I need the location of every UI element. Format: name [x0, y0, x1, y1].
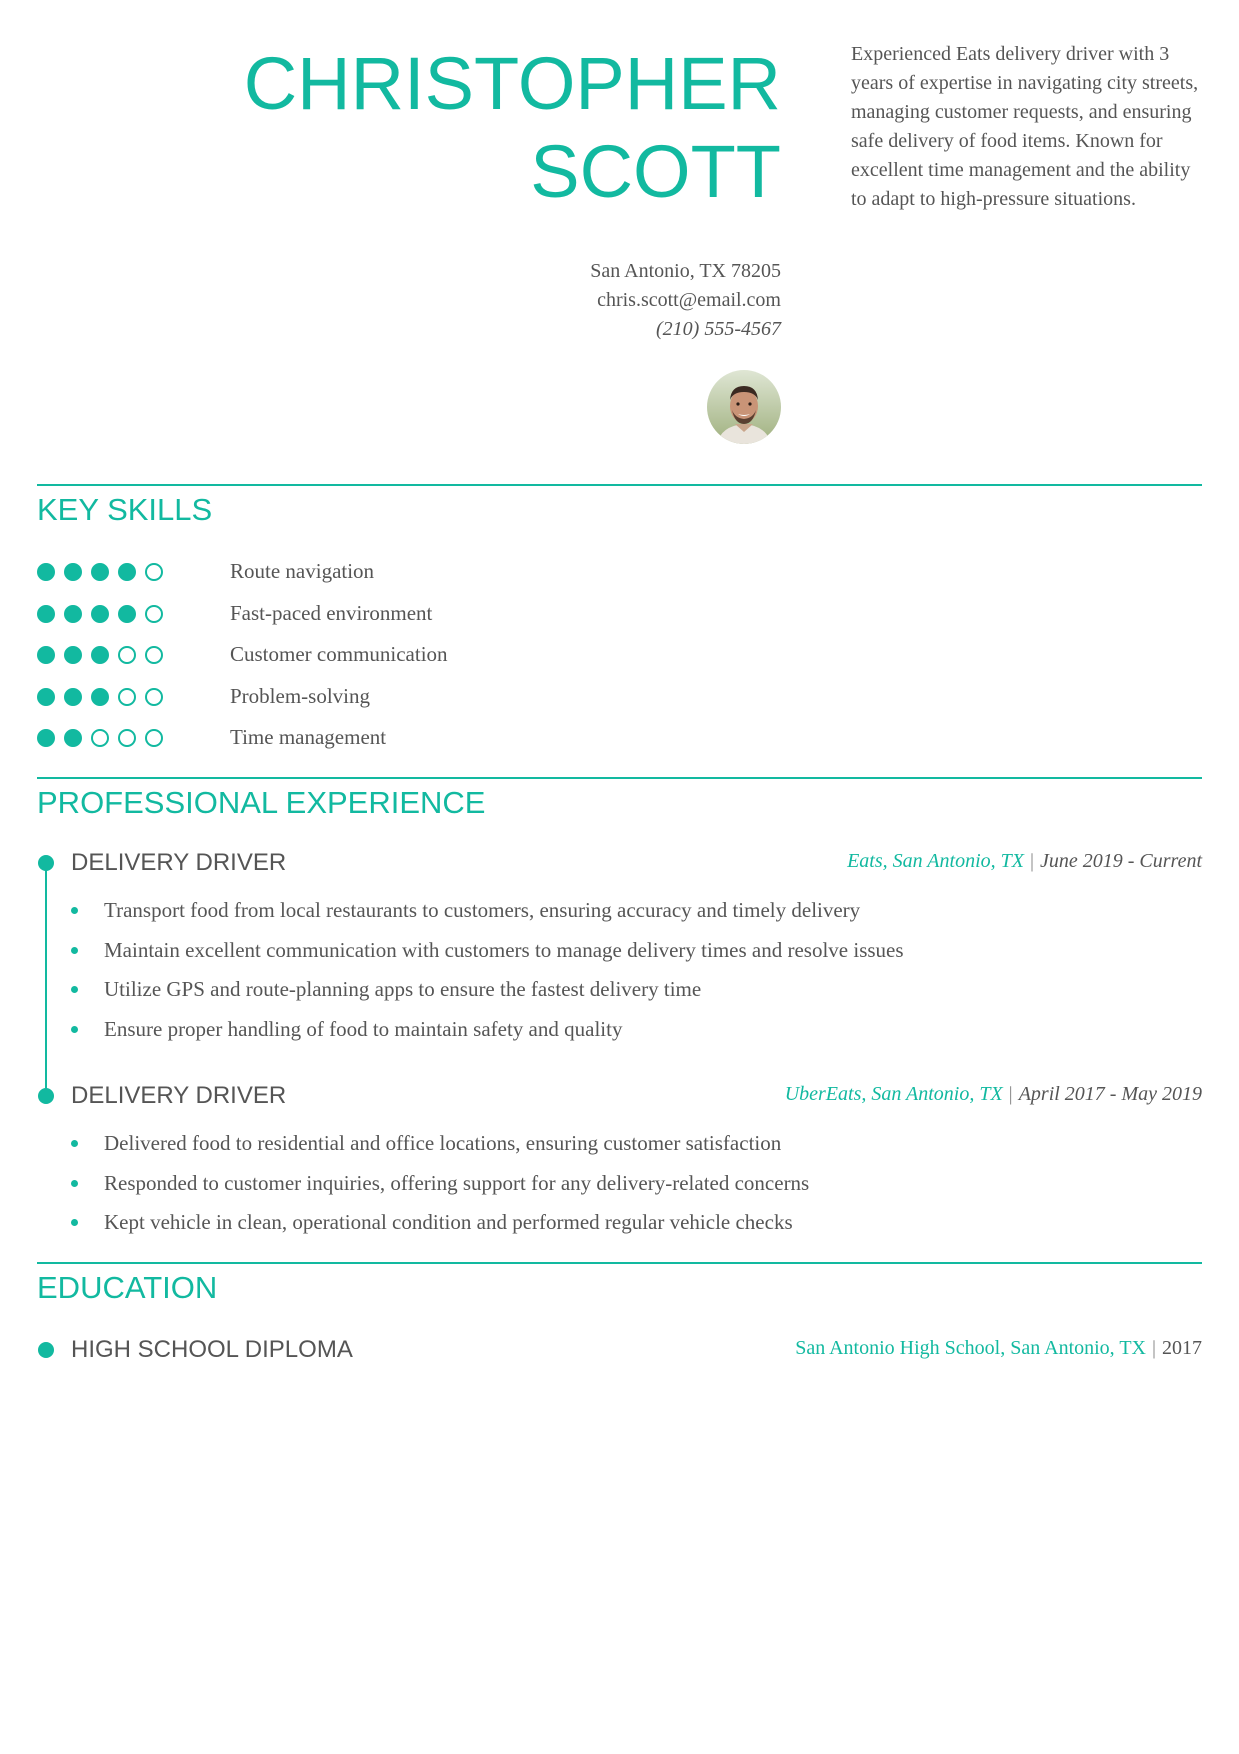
contact-phone[interactable]: (210) 555-4567 — [656, 318, 781, 340]
section-divider — [37, 484, 1202, 486]
rating-dot-filled — [64, 688, 82, 706]
education-meta — [795, 1337, 1202, 1360]
contact-email[interactable]: chris.scott@email.com — [597, 289, 781, 311]
section-title-education: EDUCATION — [37, 1270, 218, 1305]
job-company: Eats, San Antonio, TX — [847, 850, 1024, 872]
rating-dot-filled — [37, 563, 55, 581]
list-item: Transport food from local restaurants to customers, ensuring accuracy and timely delivery — [71, 897, 904, 937]
skill-row — [37, 599, 637, 629]
education-dot — [38, 1342, 54, 1358]
rating-dot-filled — [37, 688, 55, 706]
list-item: Maintain excellent communication with customers to manage delivery times and resolve issues — [71, 937, 904, 977]
skill-rating — [37, 563, 172, 581]
skill-label: Time management — [230, 725, 387, 749]
skill-row — [37, 640, 637, 670]
rating-dot-filled — [37, 605, 55, 623]
section-title-experience: PROFESSIONAL EXPERIENCE — [37, 785, 486, 820]
timeline-line — [45, 866, 47, 1098]
rating-dot-filled — [37, 646, 55, 664]
list-item: Ensure proper handling of food to maintain safety and quality — [71, 1016, 904, 1056]
job-company: UberEats, San Antonio, TX — [784, 1083, 1003, 1105]
rating-dot-filled — [118, 563, 136, 581]
skill-rating — [37, 688, 172, 706]
section-divider — [37, 1262, 1202, 1264]
timeline-dot — [38, 1088, 54, 1104]
rating-dot-empty — [91, 729, 109, 747]
avatar-photo — [707, 370, 781, 444]
rating-dot-empty — [145, 563, 163, 581]
skill-rating — [37, 605, 172, 623]
rating-dot-filled — [91, 605, 109, 623]
skill-rating — [37, 729, 172, 747]
education-degree: HIGH SCHOOL DIPLOMA — [71, 1336, 353, 1363]
rating-dot-filled — [64, 729, 82, 747]
rating-dot-filled — [118, 605, 136, 623]
rating-dot-empty — [118, 688, 136, 706]
list-item: Kept vehicle in clean, operational condition and performed regular vehicle checks — [71, 1209, 809, 1249]
skill-label: Customer communication — [230, 642, 448, 666]
name-first: CHRISTOPHER — [243, 42, 781, 125]
profile-summary: Experienced Eats delivery driver with 3 years of expertise in navigating city streets, managing customer requests, and ensuring safe delivery of food items. Known for excellent time management and the ability to adapt to high-pressure situations. — [851, 43, 1199, 210]
rating-dot-empty — [145, 605, 163, 623]
job-title: DELIVERY DRIVER — [71, 849, 287, 876]
rating-dot-filled — [91, 688, 109, 706]
job-bullets — [71, 1130, 809, 1249]
job-title: DELIVERY DRIVER — [71, 1082, 287, 1109]
rating-dot-empty — [118, 729, 136, 747]
job-meta — [847, 850, 1202, 873]
rating-dot-filled — [91, 563, 109, 581]
job-bullets — [71, 897, 904, 1055]
skill-row — [37, 682, 637, 712]
skill-label: Problem-solving — [230, 683, 370, 708]
meta-separator: | — [1029, 850, 1034, 872]
rating-dot-filled — [64, 563, 82, 581]
meta-separator: | — [1008, 1083, 1013, 1105]
job-dates: April 2017 - May 2019 — [1018, 1083, 1202, 1105]
section-title-skills: KEY SKILLS — [37, 492, 213, 527]
education-year: 2017 — [1162, 1337, 1202, 1359]
skill-label: Fast-paced environment — [230, 600, 433, 625]
rating-dot-empty — [145, 729, 163, 747]
section-divider — [37, 777, 1202, 779]
rating-dot-empty — [145, 646, 163, 664]
skill-rating — [37, 646, 172, 664]
avatar — [707, 370, 781, 444]
job-meta — [785, 1083, 1202, 1106]
rating-dot-filled — [91, 646, 109, 664]
rating-dot-filled — [64, 646, 82, 664]
contact-address: San Antonio, TX 78205 — [590, 260, 781, 282]
rating-dot-filled — [37, 729, 55, 747]
list-item: Responded to customer inquiries, offering support for any delivery-related concerns — [71, 1170, 809, 1210]
skill-row — [37, 557, 637, 587]
skill-label: Route navigation — [230, 559, 375, 583]
education-school: San Antonio High School, San Antonio, TX — [795, 1337, 1146, 1359]
job-dates: June 2019 - Current — [1039, 850, 1202, 872]
list-item: Delivered food to residential and office locations, ensuring customer satisfaction — [71, 1130, 809, 1170]
rating-dot-empty — [118, 646, 136, 664]
skill-row — [37, 723, 637, 753]
rating-dot-filled — [64, 605, 82, 623]
meta-separator: | — [1151, 1337, 1156, 1359]
name-last: SCOTT — [530, 130, 781, 213]
rating-dot-empty — [145, 688, 163, 706]
timeline-dot — [38, 855, 54, 871]
list-item: Utilize GPS and route-planning apps to ensure the fastest delivery time — [71, 976, 904, 1016]
